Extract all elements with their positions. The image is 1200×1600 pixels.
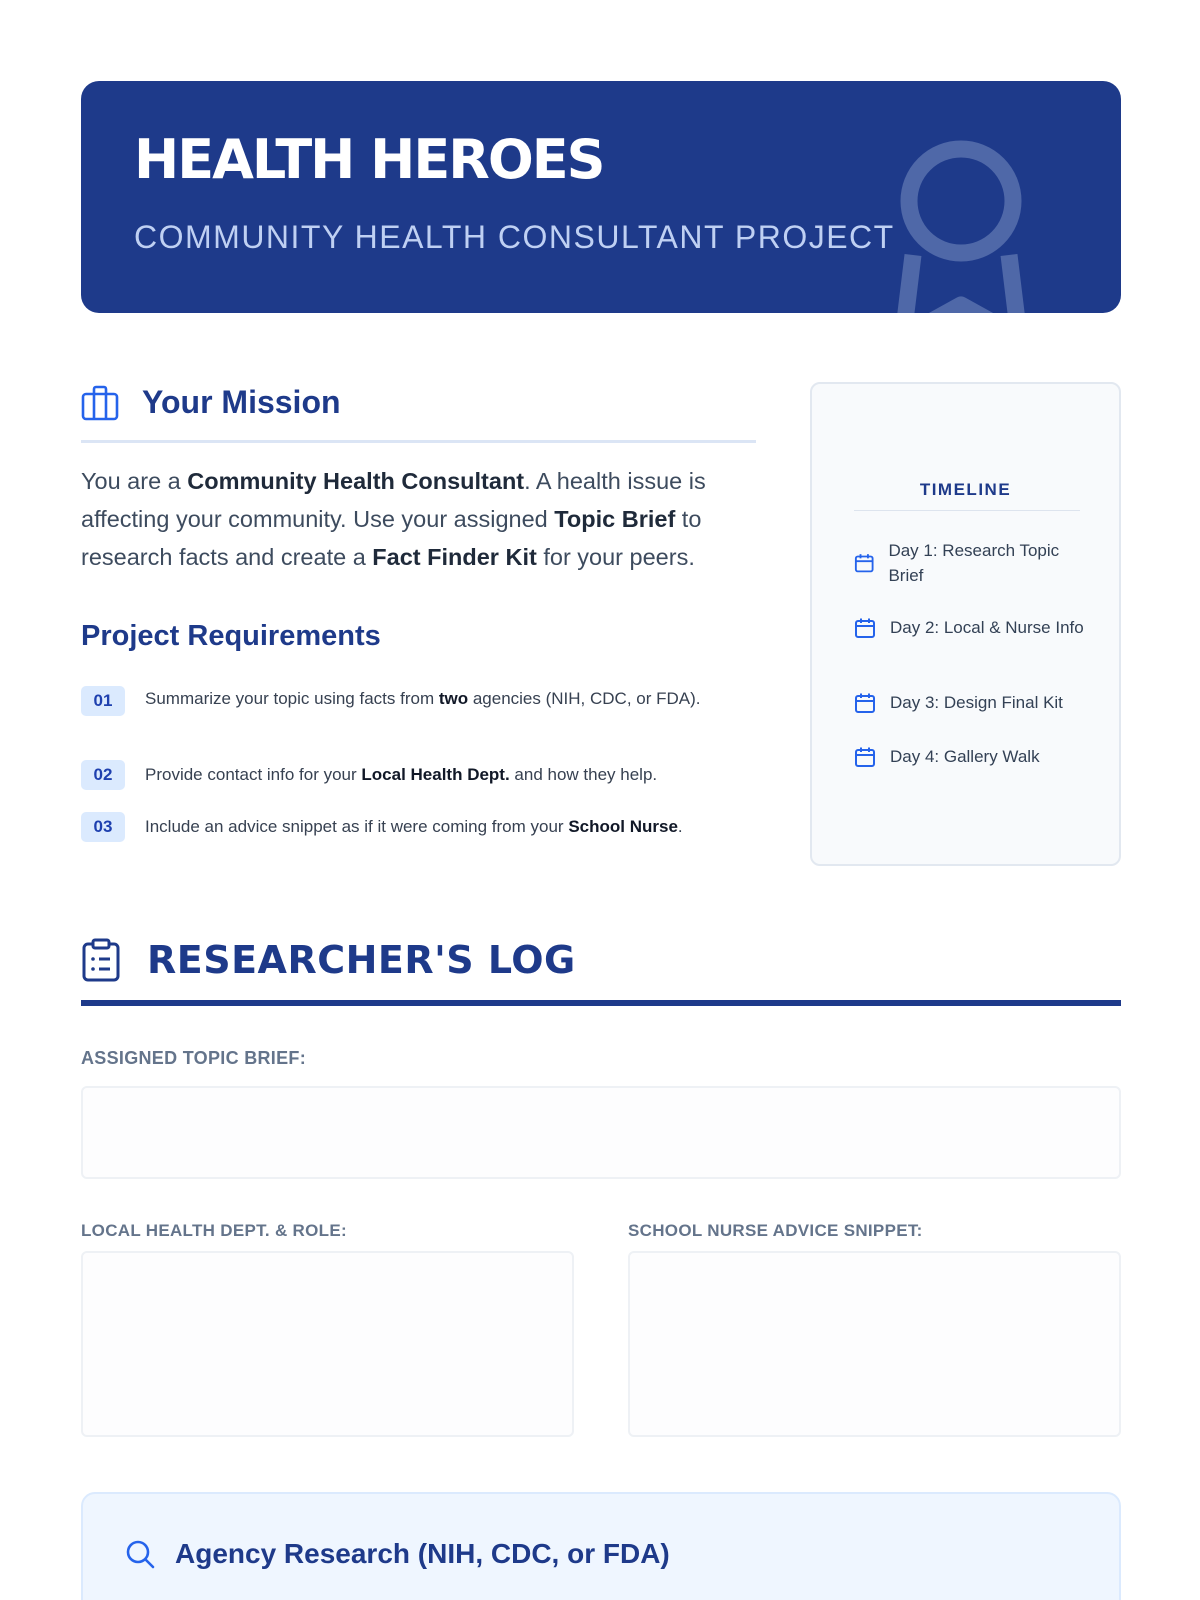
requirement-text: Summarize your topic using facts from two agencies (NIH, CDC, or FDA).	[145, 689, 701, 708]
page-title: HEALTH HEROES	[134, 128, 604, 191]
briefcase-icon	[81, 385, 119, 421]
requirement-text: Provide contact info for your Local Health Dept. and how they help.	[145, 765, 658, 784]
nurse-advice-label: SCHOOL NURSE ADVICE SNIPPET:	[628, 1221, 923, 1240]
requirement-number: 01	[81, 686, 125, 716]
divider	[854, 510, 1080, 511]
timeline-item-label: Day 4: Gallery Walk	[890, 747, 1040, 766]
agency-title: Agency Research (NIH, CDC, or FDA)	[175, 1538, 670, 1569]
mission-heading	[81, 384, 341, 421]
requirement-item	[81, 760, 751, 790]
requirement-item	[81, 812, 751, 842]
topic-brief-field[interactable]	[81, 1086, 1121, 1179]
log-heading	[81, 938, 576, 982]
topic-brief-label: ASSIGNED TOPIC BRIEF:	[81, 1048, 306, 1068]
divider	[81, 1000, 1121, 1006]
calendar-icon	[854, 552, 874, 574]
page-subtitle: COMMUNITY HEALTH CONSULTANT PROJECT	[134, 219, 895, 255]
requirement-number: 02	[81, 760, 125, 790]
calendar-icon	[854, 617, 876, 639]
timeline-item-label: Day 2: Local & Nurse Info	[890, 618, 1084, 637]
requirement-number: 03	[81, 812, 125, 842]
timeline-item	[854, 744, 1084, 769]
timeline-item	[854, 538, 1084, 588]
local-health-field[interactable]	[81, 1251, 574, 1437]
requirement-text: Include an advice snippet as if it were coming from your School Nurse.	[145, 817, 683, 836]
requirements-title: Project Requirements	[81, 620, 381, 652]
search-icon	[125, 1539, 155, 1569]
timeline-item-label: Day 1: Research Topic Brief	[888, 541, 1060, 585]
timeline-title: TIMELINE	[919, 480, 1012, 499]
calendar-icon	[854, 746, 876, 768]
calendar-icon	[854, 692, 876, 714]
divider	[81, 440, 756, 443]
agency-research-section	[81, 1492, 1121, 1600]
agency-heading	[125, 1538, 670, 1570]
award-ribbon-icon	[891, 137, 1031, 313]
timeline-item-label: Day 3: Design Final Kit	[890, 693, 1063, 712]
requirement-item	[81, 686, 751, 716]
nurse-advice-field[interactable]	[628, 1251, 1121, 1437]
mission-title: Your Mission	[142, 384, 341, 420]
timeline-item	[854, 615, 1084, 640]
log-title: RESEARCHER'S LOG	[147, 938, 576, 982]
local-health-label: LOCAL HEALTH DEPT. & ROLE:	[81, 1221, 347, 1240]
mission-description: You are a Community Health Consultant. A health issue is affecting your community. Use your assigned Topic Brief to research facts and create a Fact Finder Kit for your peers.	[81, 468, 706, 570]
header-banner	[81, 81, 1121, 313]
clipboard-list-icon	[81, 938, 121, 982]
timeline-item	[854, 690, 1084, 715]
timeline-panel	[810, 382, 1121, 866]
